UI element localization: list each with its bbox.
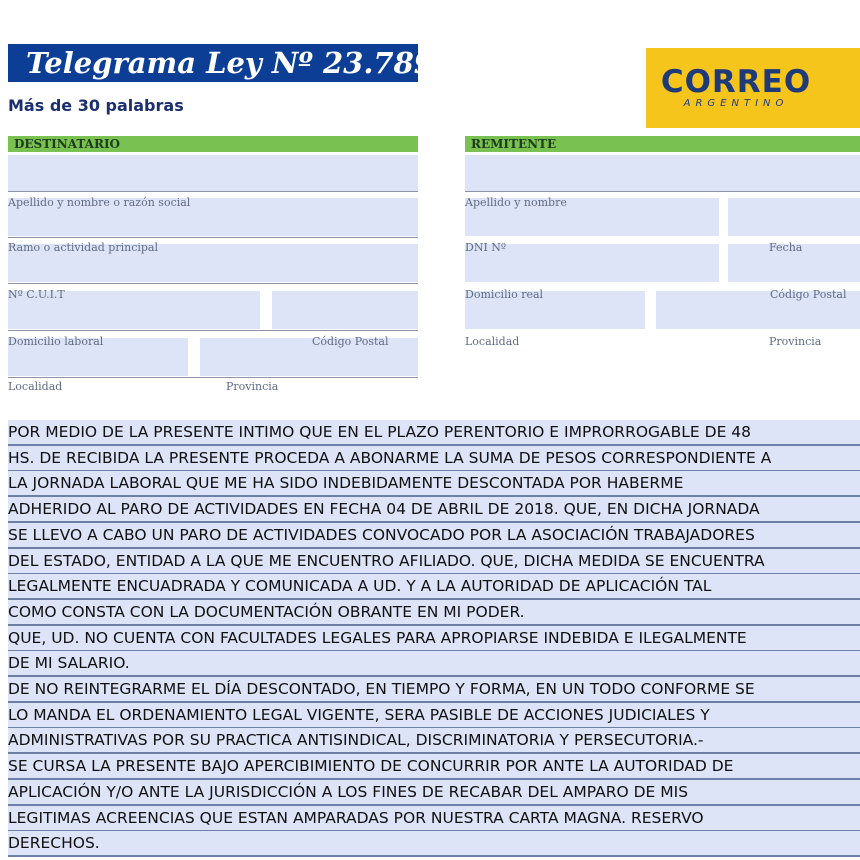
destinatario-locality-label: Localidad [8,380,63,393]
message-line-text: QUE, UD. NO CUENTA CON FACULTADES LEGALES PARA APROPIARSE INDEBIDA E ILEGALMENTE [8,629,747,647]
divider [8,377,418,378]
destinatario-province-label: Provincia [226,380,279,393]
message-line-text: COMO CONSTA CON LA DOCUMENTACIÓN OBRANTE EN MI PODER. [8,603,525,621]
form-title: Telegrama Ley Nº 23.789 [8,44,418,82]
form-subtitle: Más de 30 palabras [8,96,184,115]
divider [8,191,418,192]
logo-tagline: ARGENTINO [683,98,789,109]
message-line-text: DE NO REINTEGRARME EL DÍA DESCONTADO, EN TIEMPO Y FORMA, EN UN TODO CONFORME SE [8,680,755,698]
message-line[interactable] [8,728,860,754]
remitente-top-field[interactable] [465,155,860,191]
message-line[interactable] [8,446,860,472]
remitente-date-label: Fecha [769,241,803,254]
remitente-name-label: Apellido y nombre [465,196,567,209]
message-line[interactable] [8,831,860,857]
message-line[interactable] [8,420,860,446]
correo-argentino-logo [646,48,860,128]
message-line[interactable] [8,754,860,780]
destinatario-postal-label: Código Postal [312,335,389,348]
message-line-text: ADHERIDO AL PARO DE ACTIVIDADES EN FECHA 04 DE ABRIL DE 2018. QUE, EN DICHA JORNADA [8,500,760,518]
message-line[interactable] [8,806,860,832]
message-line-text: POR MEDIO DE LA PRESENTE INTIMO QUE EN EL PLAZO PERENTORIO E IMPRORROGABLE DE 48 [8,423,752,441]
remitente-postal-label: Código Postal [770,288,847,301]
message-line-text: LO MANDA EL ORDENAMIENTO LEGAL VIGENTE, SERA PASIBLE DE ACCIONES JUDICIALES Y [8,706,710,724]
message-line-text: DERECHOS. [8,834,100,852]
divider [8,283,418,284]
remitente-locality-label: Localidad [465,335,520,348]
message-line-text: LEGALMENTE ENCUADRADA Y COMUNICADA A UD. Y A LA AUTORIDAD DE APLICACIÓN TAL [8,577,712,595]
message-line[interactable] [8,574,860,600]
divider [465,191,860,192]
message-line-text: HS. DE RECIBIDA LA PRESENTE PROCEDA A ABONARME LA SUMA DE PESOS CORRESPONDIENTE A [8,449,772,467]
destinatario-address-label: Domicilio laboral [8,335,104,348]
message-line-text: LA JORNADA LABORAL QUE ME HA SIDO INDEBIDAMENTE DESCONTADA POR HABERME [8,474,684,492]
remitente-dni-label: DNI Nº [465,241,507,254]
destinatario-top-field[interactable] [8,155,418,191]
remitente-province-label: Provincia [769,335,822,348]
message-line-text: LEGITIMAS ACREENCIAS QUE ESTAN AMPARADAS POR NUESTRA CARTA MAGNA. RESERVO [8,809,704,827]
remitente-address-label: Domicilio real [465,288,544,301]
logo-wordmark: CORREO [660,64,812,100]
message-line-text: ADMINISTRATIVAS POR SU PRACTICA ANTISINDICAL, DISCRIMINATORIA Y PERSECUTORIA.- [8,731,704,749]
message-line-text: SE LLEVO A CABO UN PARO DE ACTIVIDADES CONVOCADO POR LA ASOCIACIÓN TRABAJADORES [8,526,755,544]
message-line[interactable] [8,471,860,497]
message-line[interactable] [8,703,860,729]
divider [8,237,418,238]
message-line-text: DE MI SALARIO. [8,654,130,672]
destinatario-heading: DESTINATARIO [8,136,418,152]
message-line[interactable] [8,549,860,575]
remitente-name-extra-field[interactable] [728,198,860,236]
remitente-heading: REMITENTE [465,136,860,152]
message-line[interactable] [8,651,860,677]
message-line-text: APLICACIÓN Y/O ANTE LA JURISDICCIÓN A LOS FINES DE RECABAR DEL AMPARO DE MIS [8,783,689,801]
destinatario-name-label: Apellido y nombre o razón social [8,196,191,209]
message-line[interactable] [8,677,860,703]
message-line-text: DEL ESTADO, ENTIDAD A LA QUE ME ENCUENTRO AFILIADO. QUE, DICHA MEDIDA SE ENCUENTRA [8,552,765,570]
message-line[interactable] [8,626,860,652]
message-line[interactable] [8,523,860,549]
divider [8,330,418,331]
message-line[interactable] [8,600,860,626]
message-line[interactable] [8,497,860,523]
destinatario-activity-label: Ramo o actividad principal [8,241,158,254]
message-line[interactable] [8,780,860,806]
destinatario-cuit-label: Nº C.U.I.T [8,288,65,301]
destinatario-cuit-extra-field[interactable] [272,291,418,329]
message-line-text: SE CURSA LA PRESENTE BAJO APERCIBIMIENTO DE CONCURRIR POR ANTE LA AUTORIDAD DE [8,757,734,775]
